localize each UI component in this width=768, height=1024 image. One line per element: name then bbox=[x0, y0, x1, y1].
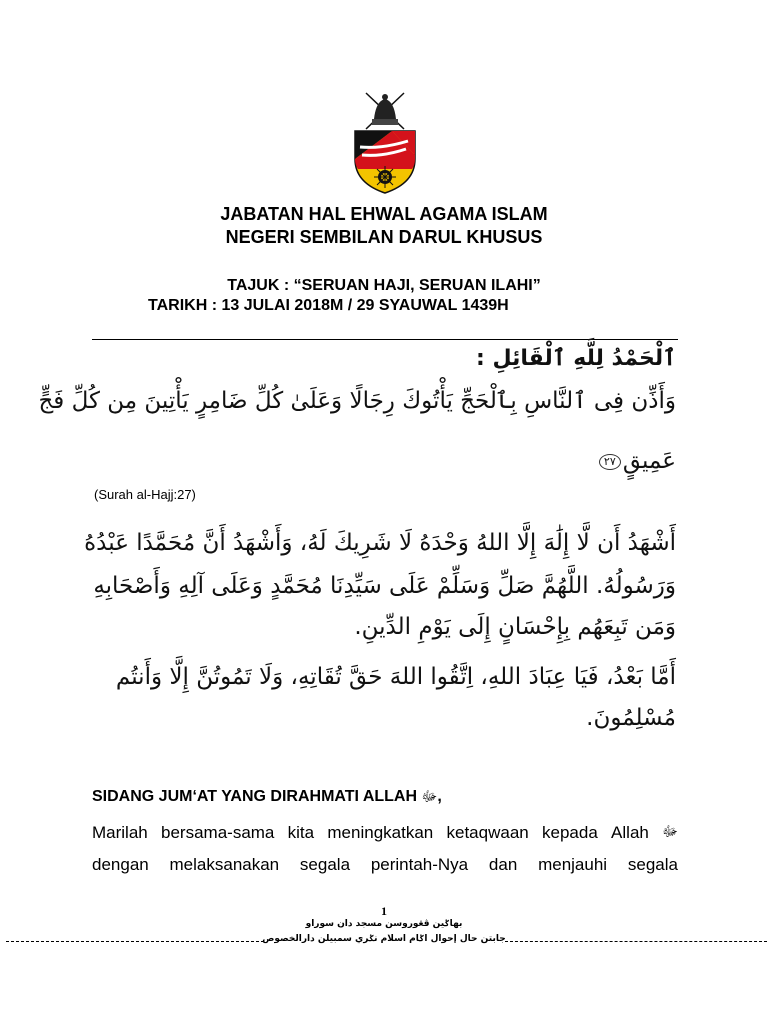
state-crest-icon bbox=[352, 89, 418, 195]
footer-department-line1: بهاݢين ڤڠوروسن مسجد دان سوراو bbox=[305, 919, 463, 929]
shahada-line1: أَشْهَدُ أَن لَّا إِلَٰهَ إِلَّا اللهُ وَحْدَهُ لَا شَرِيكَ لَهُ، وَأَشْهَدُ أَنَّ مُحَمَّدًا عَبْدُهُ bbox=[84, 530, 676, 556]
sermon-title: TAJUK : “SERUAN HAJI, SERUAN ILAHI” bbox=[227, 277, 541, 294]
organization-name-line1: JABATAN HAL EHWAL AGAMA ISLAM bbox=[220, 204, 548, 224]
sermon-paragraph-line2 bbox=[92, 855, 678, 875]
word: segala bbox=[627, 855, 678, 874]
jalla-jalaluh-glyph: ﷻ bbox=[421, 789, 438, 805]
quran-verse-line2 bbox=[599, 448, 676, 474]
word: segala bbox=[299, 855, 351, 874]
word: menjauhi bbox=[538, 855, 608, 874]
verse-reference: (Surah al-Hajj:27) bbox=[94, 487, 196, 502]
word: dan bbox=[488, 855, 518, 874]
word: perintah-Nya bbox=[370, 855, 469, 874]
word: bersama-sama bbox=[161, 823, 275, 842]
congregation-greeting bbox=[92, 788, 442, 808]
word: Marilah bbox=[92, 823, 148, 842]
shahada-line3: وَمَن تَبِعَهُم بِإِحْسَانٍ إِلَى يَوْمِ الدِّينِ. bbox=[354, 614, 676, 640]
greeting-comma: , bbox=[437, 788, 442, 805]
word: ketaqwaan bbox=[446, 823, 529, 842]
amma-baad-line2: مُسْلِمُونَ. bbox=[586, 705, 676, 731]
word: dengan bbox=[92, 855, 149, 874]
sermon-date: TARIKH : 13 JULAI 2018M / 29 SYAUWAL 1439H bbox=[148, 297, 509, 314]
word: kepada bbox=[542, 823, 598, 842]
page-number: 1 bbox=[381, 904, 387, 918]
sermon-paragraph-line1 bbox=[92, 823, 678, 843]
congregation-greeting-text: SIDANG JUM‘AT YANG DIRAHMATI ALLAH bbox=[92, 788, 418, 805]
word: meningkatkan bbox=[327, 823, 434, 842]
header-divider bbox=[92, 339, 678, 340]
subhanahu-glyph: ﷻ bbox=[662, 824, 678, 840]
word: melaksanakan bbox=[169, 855, 280, 874]
footer-department-line2: جابتن حال إحوال اݢام اسلام نݢري سمبيلن دارالخصوص bbox=[262, 934, 506, 944]
verse-number-marker: ٢٧ bbox=[599, 454, 621, 470]
shahada-line2: وَرَسُولُهُ. اللَّهُمَّ صَلِّ وَسَلِّمْ عَلَى سَيِّدِنَا مُحَمَّدٍ وَعَلَى آلِهِ وَأَصْحَابِهِ bbox=[93, 573, 676, 599]
quran-verse-line1: وَأَذِّن فِى ٱلنَّاسِ بِٱلْحَجِّ يَأْتُوكَ رِجَالًا وَعَلَىٰ كُلِّ ضَامِرٍ يَأْتِينَ مِن كُلِّ فَجٍّ bbox=[38, 388, 676, 414]
organization-name-line2: NEGERI SEMBILAN DARUL KHUSUS bbox=[225, 227, 543, 247]
amma-baad-line1: أَمَّا بَعْدُ، فَيَا عِبَادَ اللهِ، اِتَّقُوا اللهَ حَقَّ تُقَاتِهِ، وَلَا تَمُوتُنَّ إِلَّا وَأَنتُم bbox=[115, 664, 676, 690]
word: kita bbox=[287, 823, 315, 842]
word: Allah bbox=[611, 823, 649, 842]
quran-verse-text: عَمِيقٍ bbox=[622, 448, 676, 474]
arabic-heading: ٱلْحَمْدُ لِلَّهِ ٱلْقَائِلِ : bbox=[476, 346, 676, 371]
